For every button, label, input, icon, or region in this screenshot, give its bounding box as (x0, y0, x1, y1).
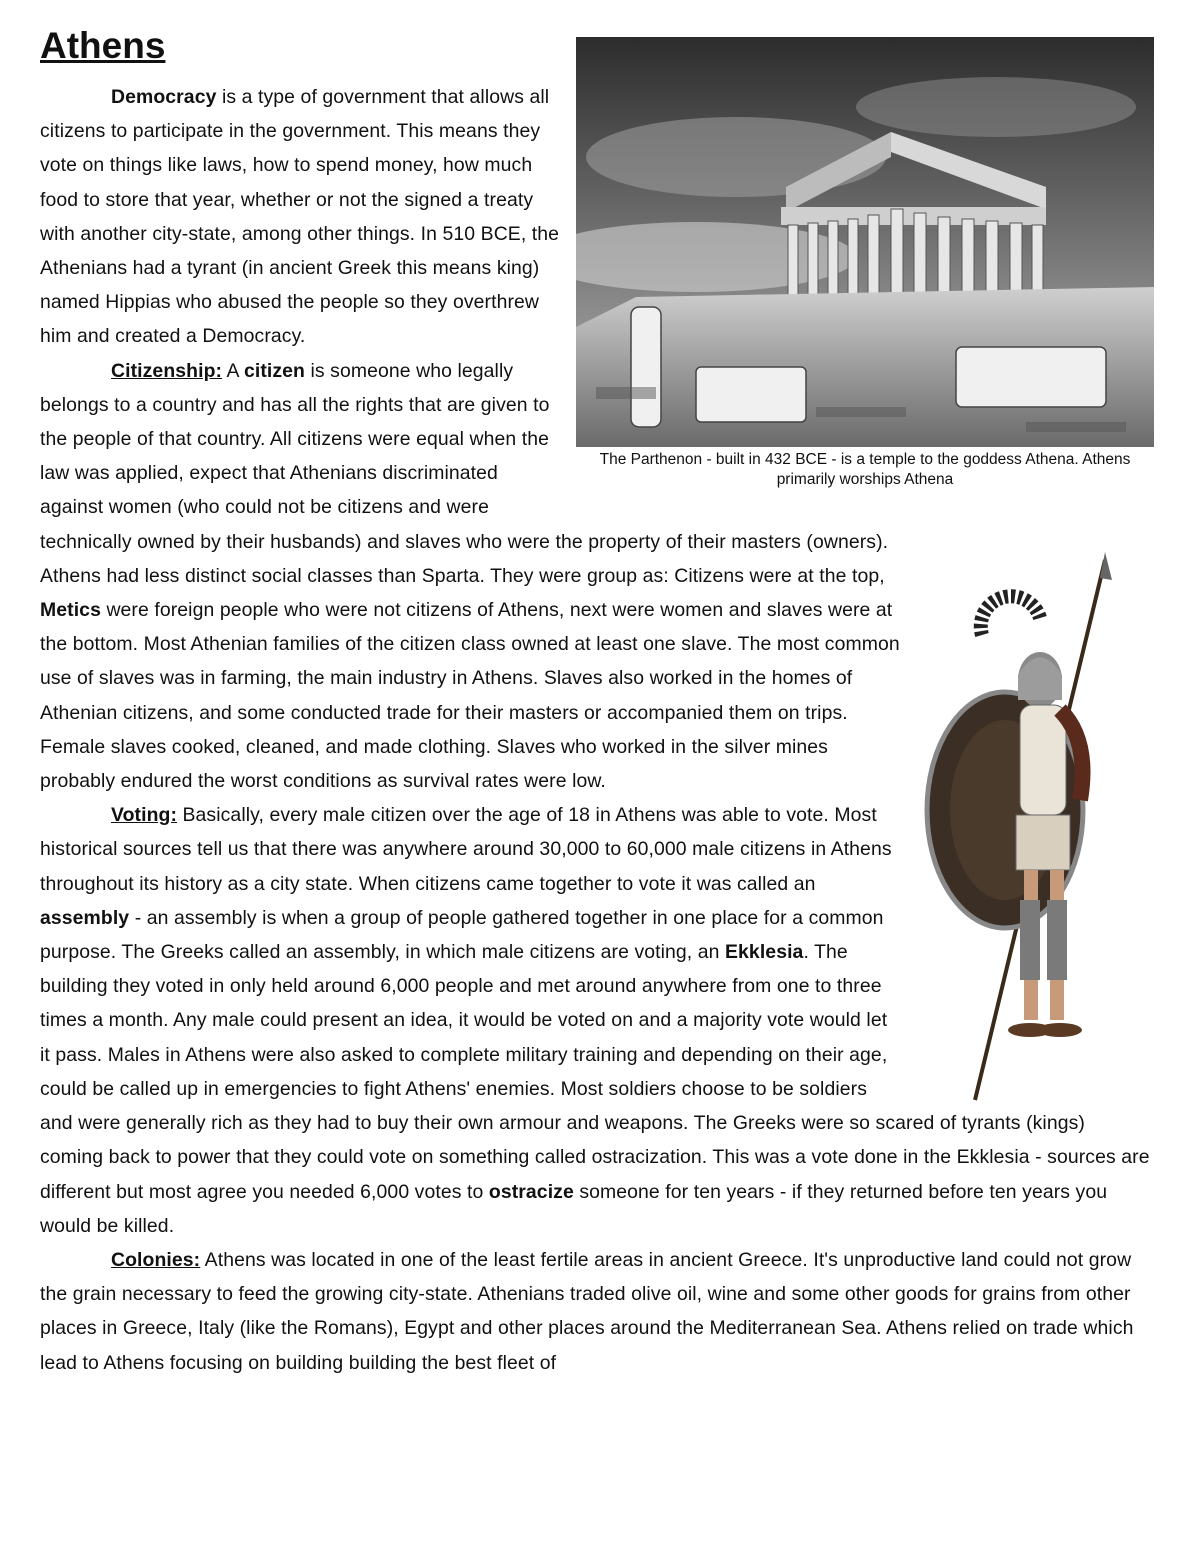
colonies-paragraph (40, 1243, 1152, 1380)
page-title: Athens (40, 25, 166, 66)
ekklesia-term: Ekklesia (725, 941, 804, 964)
colonies-heading: Colonies: (111, 1248, 201, 1271)
assembly-term: assembly (40, 906, 130, 929)
metics-term: Metics (40, 599, 101, 622)
photo-spacer-parthenon (562, 80, 1152, 502)
citizenship-heading: Citizenship: (111, 359, 223, 382)
citizenship-text-1: A (222, 359, 244, 382)
article-body (40, 80, 1152, 1380)
democracy-term: Democracy (111, 86, 217, 108)
ostracize-term: ostracize (488, 1180, 574, 1203)
democracy-text: is a type of government that allows all citizens to participate in the government. This means they vote on things like laws, how to spend money, how much food to store that year, whether or not the signed a treaty with another city-state, among other things. In 510 BCE, the Athenians had a tyrant (in ancient Greek this means king) named Hippias who abused the people so they overthrew him and created a Democracy. (40, 86, 560, 348)
photo-spacer-hoplite (900, 502, 1152, 1080)
parthenon-caption: The Parthenon - built in 432 BCE - is a temple to the goddess Athena. Athens primarily worships Athena (599, 451, 1131, 488)
voting-text-1: Basically, every male citizen over the age of 18 in Athens was able to vote. Most historical sources tell us that there was anywhere around 30,000 to 60,000 male citizens in Athens throughout its history as a city state. When citizens came together to vote it was called an (40, 804, 892, 895)
voting-text-2: - an assembly is when a group of people gathered together in one place for a common purpose. The Greeks called an assembly, in which male citizens are voting, an (40, 906, 884, 964)
citizen-term: citizen (243, 359, 305, 382)
voting-text-4: someone for ten years - if they returned before ten years you would be killed. (40, 1180, 1108, 1237)
citizenship-text-2: is someone who legally belongs to a country and has all the rights that are given to the people of that country. All citizens were equal when the law was applied, expect that Athenians discriminated against women (who could not be citizens and were technically owned by their husbands) and slaves who were the property of their masters (owners). Athens had less distinct social classes than Sparta. They were group as: Citizens were at the top, (40, 359, 889, 587)
citizenship-text-3: were foreign people who were not citizens of Athens, next were women and slaves were at the bottom. Most Athenian families of the citizen class owned at least one slave. The most common use of slaves was in farming, the main industry in Athens. Slaves also worked in the homes of Athenian citizens, and some conducted trade for their masters or accompanied them on trips. Female slaves cooked, cleaned, and made clothing. Slaves who worked in the silver mines probably endured the worst conditions as survival rates were low. (40, 599, 900, 793)
voting-heading: Voting: (111, 804, 178, 827)
voting-text-3: . The building they voted in only held around 6,000 people and met around anywhere from one to three times a month. Any male could present an idea, it would be voted on and a majority vote would let it pass. Males in Athens were also asked to complete military training and depending on their age, could be called up in emergencies to fight Athens' enemies. Most soldiers choose to be soldiers and were generally rich as they had to buy their own armour and weapons. The Greeks were so scared of tyrants (kings) coming back to power that they could vote on something called ostracization. This was a vote done in the Ekklesia - sources are different but most agree you needed 6,000 votes to (40, 941, 1150, 1203)
colonies-text-1: Athens was located in one of the least fertile areas in ancient Greece. It's unproductive land could not grow the grain necessary to feed the growing city-state. Athenians traded olive oil, wine and some other goods for grains from other places in Greece, Italy (like the Romans), Egypt and other places around the Mediterranean Sea. Athens relied on trade which lead to Athens focusing on building building the best fleet of (40, 1248, 1134, 1374)
